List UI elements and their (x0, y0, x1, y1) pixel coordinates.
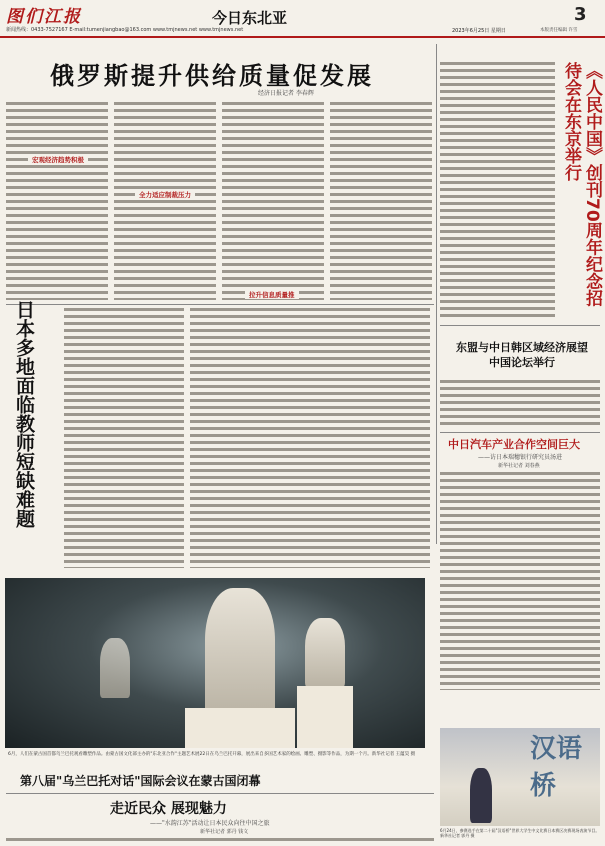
contact-line: 新闻热线：0433-7527167 E-mail:tumenjiangbao@163.com www.tmjnews.net www.tmjnews.net (6, 27, 244, 33)
bottom-subtitle: ——"水韵江苏"活动让日本民众向往中国之旅 (150, 820, 270, 827)
column-divider (436, 44, 437, 544)
lead-body-col2 (114, 100, 216, 300)
performer-figure (470, 768, 492, 823)
newspaper-logo: 图们江报 (6, 7, 82, 27)
section-title: 今日东北亚 (212, 9, 288, 27)
lead-headline: 俄罗斯提升供给质量促发展 (50, 62, 374, 90)
mongolia-body (190, 306, 430, 568)
bottom-body (6, 836, 434, 844)
lead-byline: 经济日报记者 李春辉 (258, 90, 314, 97)
china-body (440, 60, 555, 320)
expo-body (440, 378, 600, 428)
bust-figure (305, 618, 345, 688)
lead-body-col3 (222, 100, 324, 300)
bottom-headline: 走近民众 展现魅力 (110, 801, 227, 817)
china-headline: 《人民中国》创刊70周年纪念招待会在东京举行 (561, 62, 602, 307)
editor-credit: 本版责任编辑 许雪 (540, 28, 578, 33)
section-divider-2 (440, 432, 600, 433)
bottom-byline: 新华社记者 郭丹 钱文 (200, 829, 249, 835)
section-divider-3 (6, 304, 434, 305)
small-statue (100, 638, 130, 698)
lead-subhead-2: 全力适应制裁压力 (135, 190, 195, 199)
auto-headline: 中日汽车产业合作空间巨大 (448, 438, 580, 451)
masthead (0, 0, 605, 38)
expo-headline: 东盟与中日韩区域经济展望中国论坛举行 (456, 341, 588, 369)
lead-body-col1 (6, 100, 108, 300)
competition-photo (440, 728, 600, 826)
photo-caption: 6月，人们在蒙古国首都乌兰巴托观看雕塑作品。由蒙古国文化部主办的"东北亚合作"主题艺术展22日在乌兰巴托开幕，展出来自多国艺术家的绘画、雕塑、摄影等作品，为期一个月。新华社记者 王蕴昊 摄 (8, 752, 416, 757)
exhibition-photo (5, 578, 425, 748)
hanyuqiao-lettering: 汉语桥 (530, 734, 583, 801)
japan-headline: 日本多地面临教师短缺难题 (13, 300, 35, 528)
page-number: 3 (574, 4, 587, 25)
auto-subtitle: ——访日本瑞穗银行研究员汤进 (478, 454, 563, 461)
issue-date: 2023年6月25日 星期日 (452, 28, 506, 34)
lead-body-col4 (330, 100, 432, 300)
section-divider-4 (6, 793, 434, 794)
auto-byline: 新华社记者 刘春燕 (498, 463, 540, 469)
lead-subhead-3: 拉升信息质量推 (245, 290, 299, 299)
bust-plinth (297, 686, 353, 748)
statue-figure (205, 588, 275, 718)
japan-body-col1 (64, 306, 184, 568)
competition-caption: 6月24日，参赛选手在第二十届"汉语桥"世界大学生中文比赛日本赛区决赛现场表演节目。新华社记者 郭丹 摄 (440, 828, 600, 838)
lead-subhead-1: 宏观经济趋势积极 (28, 155, 88, 164)
dialogue-headline: 第八届"乌兰巴托对话"国际会议在蒙古国闭幕 (20, 774, 261, 788)
auto-body (440, 470, 600, 690)
section-divider (440, 325, 600, 326)
statue-plinth (185, 708, 295, 748)
